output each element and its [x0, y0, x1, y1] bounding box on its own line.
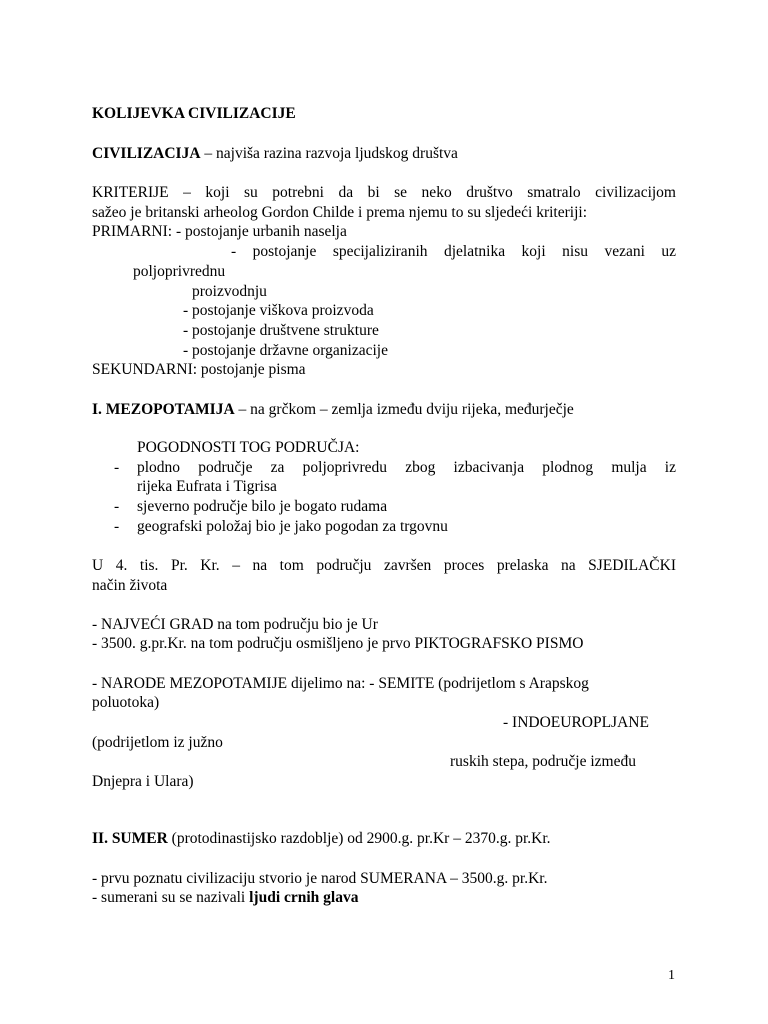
- civilizacija-definition: CIVILIZACIJA – najviša razina razvoja ljudskog društva: [92, 145, 458, 162]
- primarni-line: PRIMARNI: - postojanje urbanih naselja: [92, 223, 347, 240]
- narode-line-5: ruskih stepa, područje između: [450, 753, 636, 770]
- narode-line-4: (podrijetlom iz južno: [92, 734, 223, 751]
- pogodnosti-heading: POGODNOSTI TOG PODRUČJA:: [137, 439, 360, 456]
- bullet-item-cont: rijeka Eufrata i Tigrisa: [137, 478, 277, 495]
- sumer-line-1: - prvu poznatu civilizaciju stvorio je narod SUMERANA – 3500.g. pr.Kr.: [92, 870, 548, 887]
- najveci-grad-line: - NAJVEĆI GRAD na tom području bio je Ur: [92, 616, 378, 633]
- sumer-heading: II. SUMER (protodinastijsko razdoblje) od 2900.g. pr.Kr – 2370.g. pr.Kr.: [92, 830, 551, 847]
- primarni-item-3: - postojanje viškova proizvoda: [183, 302, 374, 319]
- page-title: KOLIJEVKA CIVILIZACIJE: [92, 105, 296, 122]
- piktografsko-pismo-line: - 3500. g.pr.Kr. na tom području osmišljeno je prvo PIKTOGRAFSKO PISMO: [92, 635, 584, 652]
- sekundarni-line: SEKUNDARNI: postojanje pisma: [92, 361, 306, 378]
- primarni-item-5: - postojanje državne organizacije: [183, 342, 388, 359]
- kriterije-line-2: sažeo je britanski arheolog Gordon Childe i prema njemu to su sljedeći kriteriji:: [92, 204, 588, 221]
- mezopotamija-heading: I. MEZOPOTAMIJA – na grčkom – zemlja između dviju rijeka, međurječje: [92, 401, 574, 418]
- bullet-dash: -: [114, 498, 120, 515]
- narode-line-1: - NARODE MEZOPOTAMIJE dijelimo na: - SEMITE (podrijetlom s Arapskog: [92, 675, 589, 692]
- primarni-item-2: - postojanje specijaliziranih djelatnika koji nisu vezani uz: [231, 243, 676, 260]
- narode-line-3: - INDOEUROPLJANE: [503, 714, 649, 731]
- bullet-item: geografski položaj bio je jako pogodan za trgovnu: [137, 518, 448, 535]
- bullet-item: plodno područje za poljoprivredu zbog izbacivanja plodnog mulja iz: [137, 459, 676, 476]
- bullet-dash: -: [114, 518, 120, 535]
- primarni-item-4: - postojanje društvene strukture: [183, 322, 379, 339]
- bullet-item: sjeverno područje bilo je bogato rudama: [137, 498, 388, 515]
- kriterije-line-1: KRITERIJE – koji su potrebni da bi se neko društvo smatralo civilizacijom: [92, 184, 676, 201]
- primarni-item-2-cont: poljoprivrednu: [133, 263, 226, 280]
- tisucljece-line-1: U 4. tis. Pr. Kr. – na tom području završen proces prelaska na SJEDILAČKI: [92, 557, 676, 574]
- narode-line-2: poluotoka): [92, 694, 160, 711]
- primarni-item-2-cont2: proizvodnju: [192, 283, 267, 300]
- narode-line-6: Dnjepra i Ulara): [92, 773, 194, 790]
- page-number: 1: [668, 968, 675, 983]
- sumer-line-2: - sumerani su se nazivali ljudi crnih glava: [92, 889, 359, 906]
- bullet-dash: -: [114, 459, 120, 476]
- tisucljece-line-2: način života: [92, 577, 168, 594]
